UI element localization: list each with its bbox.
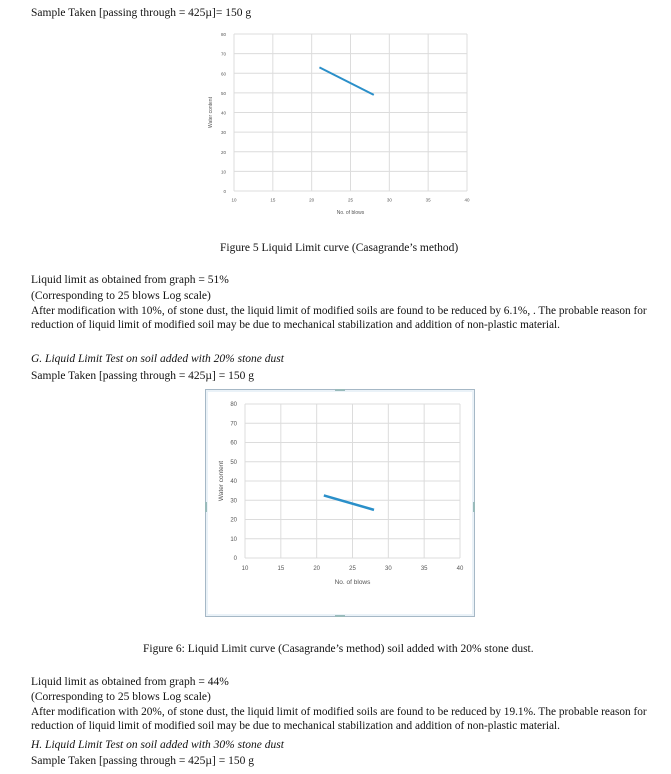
x-axis-label: No. of blows — [334, 579, 371, 586]
liquid-limit-chart-figure5 — [200, 26, 480, 226]
y-tick-label: 60 — [230, 440, 237, 447]
liquid-limit-chart-figure6 — [212, 396, 468, 610]
sample-taken-line: Sample Taken [passing through = 425µ] = 150 g — [31, 755, 254, 767]
liquid-limit-result: Liquid limit as obtained from graph = 51% — [31, 274, 229, 286]
y-tick-label: 40 — [220, 110, 226, 116]
modification-paragraph: After modification with 10%, of stone dust, the liquid limit of modified soils are found to be reduced by 6.1%, . The probable reason for reduction of liquid limit of modified soil may be due to mechanical stabilization and addition of non-plastic material. — [31, 305, 647, 331]
sample-taken-line: Sample Taken [passing through = 425µ] = 150 g — [31, 370, 254, 382]
x-tick-label: 10 — [241, 566, 249, 572]
blows-note: (Corresponding to 25 blows Log scale) — [31, 290, 211, 302]
y-tick-label: 50 — [230, 459, 237, 466]
y-tick-label: 0 — [223, 189, 226, 194]
y-tick-label: 30 — [230, 498, 237, 505]
resize-handle-left[interactable] — [205, 502, 207, 512]
x-tick-label: 35 — [420, 566, 428, 572]
y-tick-label: 60 — [220, 71, 226, 77]
x-tick-label: 25 — [349, 566, 356, 572]
sample-taken-line: Sample Taken [passing through = 425µ]= 150 g — [31, 7, 252, 19]
x-tick-label: 20 — [313, 566, 321, 572]
x-tick-label: 20 — [309, 197, 315, 203]
y-tick-label: 20 — [230, 517, 237, 524]
x-tick-label: 35 — [425, 197, 431, 203]
section-heading-g: G. Liquid Limit Test on soil added with 20% stone dust — [31, 353, 284, 365]
y-axis-label: Water content — [218, 460, 225, 502]
x-tick-label: 40 — [464, 197, 470, 203]
resize-handle-top[interactable] — [335, 389, 345, 391]
figure6-caption: Figure 6: Liquid Limit curve (Casagrande’s method) soil added with 20% stone dust. — [143, 643, 534, 655]
resize-handle-bottom[interactable] — [335, 615, 345, 617]
x-axis-label: No. of blows — [336, 210, 365, 216]
y-tick-label: 10 — [220, 169, 226, 175]
x-tick-label: 15 — [270, 197, 276, 203]
y-tick-label: 80 — [230, 402, 237, 408]
resize-handle-right[interactable] — [473, 502, 475, 512]
x-tick-label: 10 — [231, 197, 237, 203]
y-tick-label: 50 — [220, 90, 226, 96]
y-tick-label: 20 — [220, 149, 226, 155]
x-tick-label: 25 — [347, 197, 354, 203]
y-tick-label: 10 — [230, 536, 237, 543]
y-tick-label: 70 — [220, 51, 226, 57]
y-tick-label: 70 — [230, 421, 237, 428]
x-tick-label: 30 — [386, 197, 392, 203]
x-tick-label: 40 — [456, 566, 464, 572]
section-heading-h: H. Liquid Limit Test on soil added with 30% stone dust — [31, 739, 284, 751]
y-tick-label: 80 — [220, 32, 226, 37]
blows-note: (Corresponding to 25 blows Log scale) — [31, 691, 211, 703]
series-line — [319, 67, 373, 94]
series-line — [324, 495, 374, 509]
liquid-limit-result: Liquid limit as obtained from graph = 44% — [31, 676, 229, 688]
modification-paragraph: After modification with 20%, of stone dust, the liquid limit of modified soils are found to be reduced by 19.1%. The probable reason for reduction of liquid limit of modified soil may be due to mechanical stabilization and addition of non-plastic material. — [31, 706, 647, 732]
y-axis-label: Water content — [208, 97, 214, 128]
x-tick-label: 30 — [384, 566, 392, 572]
figure5-caption: Figure 5 Liquid Limit curve (Casagrande’s method) — [220, 242, 459, 254]
y-tick-label: 30 — [220, 130, 226, 136]
y-tick-label: 40 — [230, 479, 237, 485]
x-tick-label: 15 — [277, 566, 285, 572]
y-tick-label: 0 — [233, 556, 237, 562]
